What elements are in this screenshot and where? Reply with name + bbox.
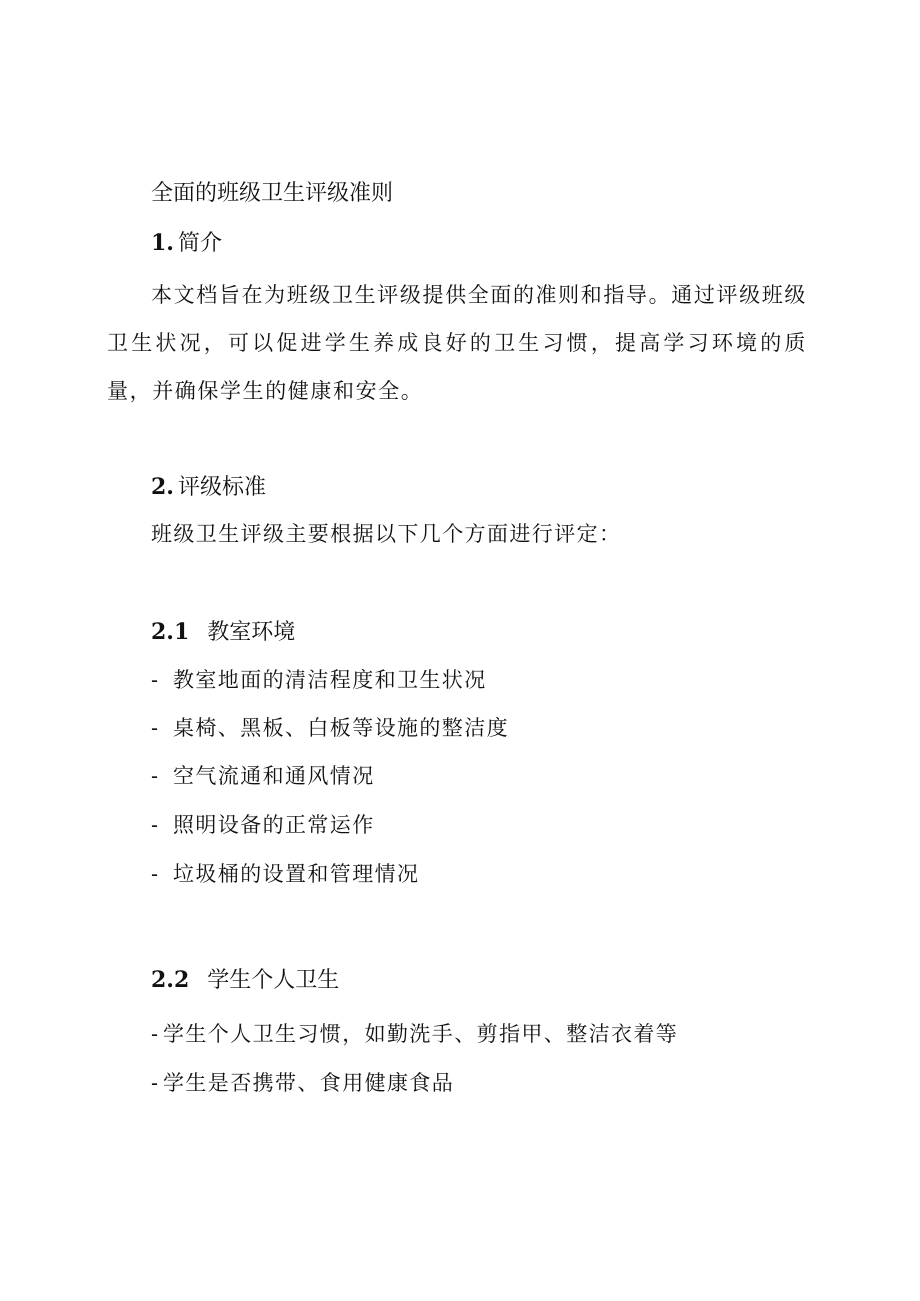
- section-title: 评级标准: [177, 475, 266, 500]
- list-item: [151, 762, 375, 791]
- list-marker: -: [151, 765, 160, 788]
- list-item: [151, 1020, 678, 1049]
- subsection-title: 教室环境: [207, 620, 296, 645]
- subsection-heading-personal-hygiene: [151, 966, 339, 995]
- list-item-text: 空气流通和通风情况: [173, 764, 375, 788]
- section-number: 1.: [151, 230, 174, 256]
- list-item: [151, 714, 509, 743]
- list-item-text: 教室地面的清洁程度和卫生状况: [173, 668, 487, 692]
- list-item-text: 桌椅、黑板、白板等设施的整洁度: [173, 716, 509, 740]
- list-marker: -: [151, 717, 160, 740]
- document-title: 全面的班级卫生评级准则: [151, 181, 394, 206]
- list-item: [151, 860, 419, 889]
- section-heading-intro: [151, 229, 222, 258]
- list-item-text: 照明设备的正常运作: [173, 813, 375, 837]
- section-title: 简介: [177, 231, 222, 256]
- list-item: [151, 1069, 454, 1098]
- list-item: [151, 666, 487, 695]
- section-heading-criteria: [151, 473, 266, 502]
- subsection-number: 2.1: [151, 619, 190, 645]
- section-number: 2.: [151, 474, 174, 500]
- subsection-number: 2.2: [151, 967, 190, 993]
- list-marker: -: [151, 1023, 160, 1046]
- list-item-text: 学生个人卫生习惯，如勤洗手、剪指甲、整洁衣着等: [163, 1022, 679, 1046]
- subsection-title: 学生个人卫生: [207, 968, 340, 993]
- list-item-text: 学生是否携带、食用健康食品: [163, 1071, 455, 1095]
- list-marker: -: [151, 669, 160, 692]
- list-marker: -: [151, 863, 160, 886]
- subsection-heading-classroom: [151, 618, 295, 647]
- list-marker: -: [151, 1072, 160, 1095]
- criteria-intro-text: 班级卫生评级主要根据以下几个方面进行评定：: [151, 522, 622, 546]
- intro-paragraph: 本文档旨在为班级卫生评级提供全面的准则和指导。通过评级班级卫生状况，可以促进学生养成良好的卫生习惯，提高学习环境的质量，并确保学生的健康和安全。: [107, 283, 807, 403]
- list-marker: -: [151, 814, 160, 837]
- list-item: [151, 811, 375, 840]
- list-item-text: 垃圾桶的设置和管理情况: [173, 862, 420, 886]
